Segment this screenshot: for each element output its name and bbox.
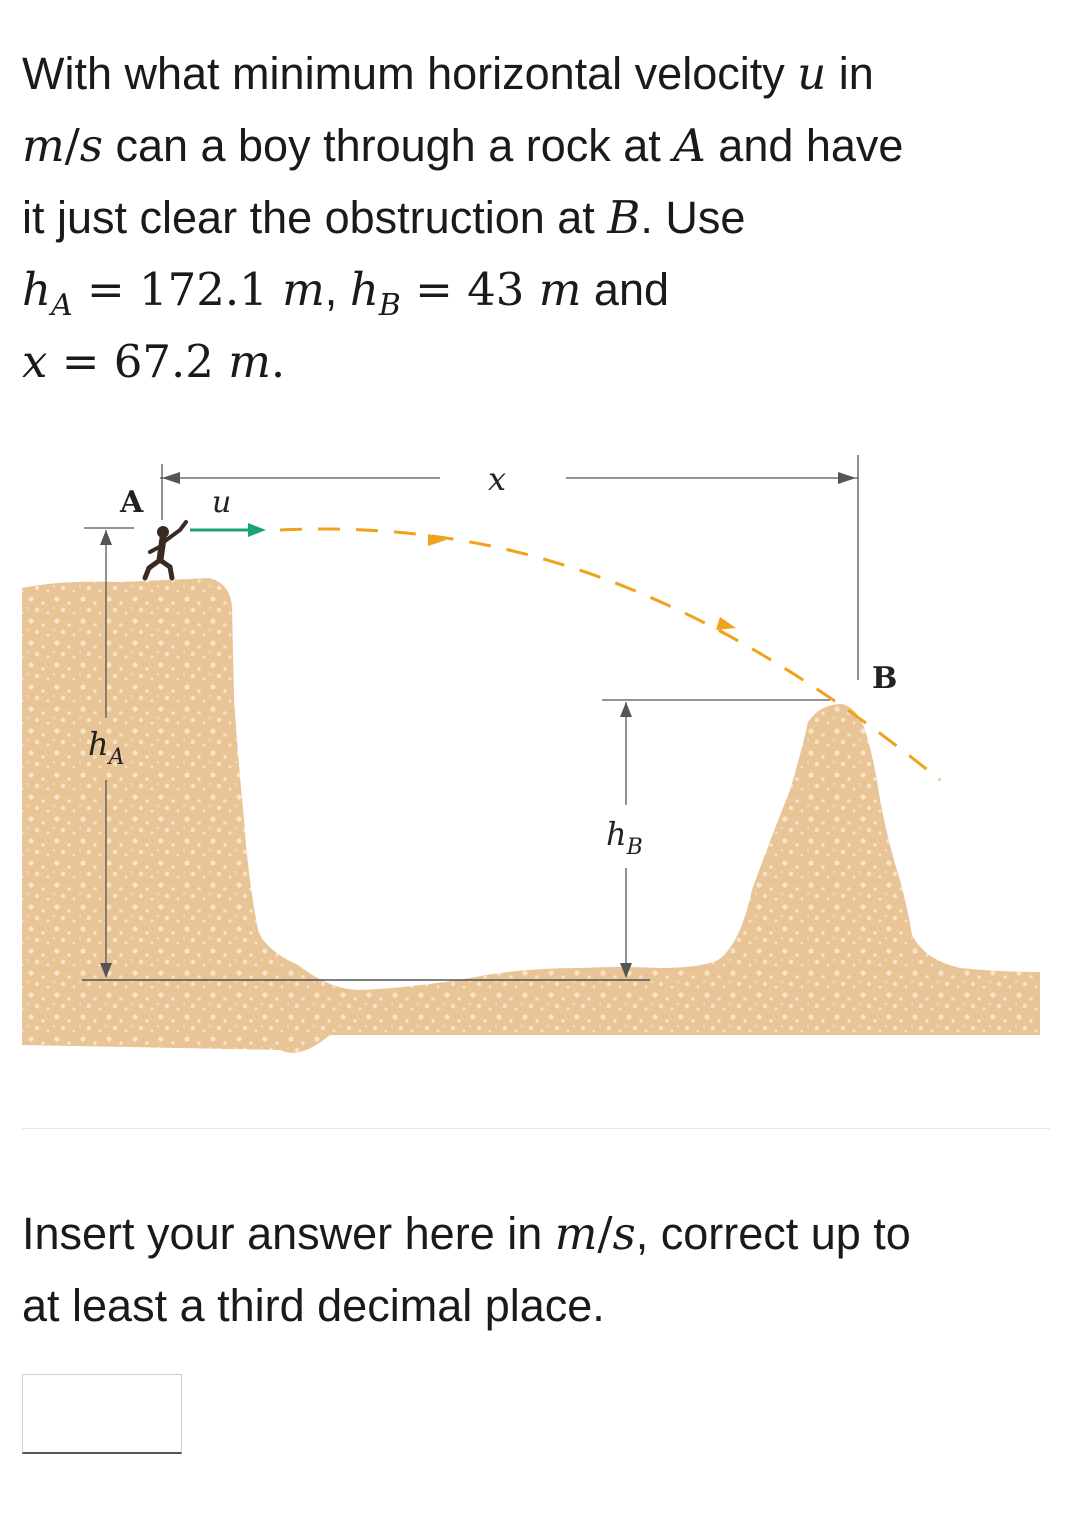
trajectory-arrow-2-icon bbox=[716, 617, 736, 630]
hb-arrowhead-top-icon bbox=[620, 702, 632, 717]
question-text-1: With what minimum horizontal velocity bbox=[22, 48, 798, 99]
comma: , bbox=[324, 264, 350, 315]
prompt-text-2: , correct up to bbox=[635, 1208, 911, 1259]
unit-slash: / bbox=[64, 119, 80, 172]
x-unit: m bbox=[228, 335, 271, 388]
question-line-2 bbox=[22, 110, 1052, 182]
unit-m: m bbox=[22, 119, 65, 172]
x-value: 67.2 bbox=[113, 335, 214, 388]
unit-s: s bbox=[79, 119, 103, 172]
prompt-text-1: Insert your answer here in bbox=[22, 1208, 555, 1259]
problem-figure bbox=[0, 440, 1080, 1080]
x-arrowhead-left-icon bbox=[162, 472, 180, 484]
and-word: and bbox=[581, 264, 670, 315]
question-line-1 bbox=[22, 38, 1052, 110]
boy-icon bbox=[145, 522, 186, 578]
label-hb: $h_B$ bbox=[606, 815, 643, 860]
x-arrowhead-right-icon bbox=[838, 472, 856, 484]
ha-unit: m bbox=[282, 263, 325, 316]
hb-symbol: h bbox=[349, 263, 379, 316]
prompt-unit-s: s bbox=[612, 1207, 636, 1260]
hb-value: 43 bbox=[467, 263, 525, 316]
equals-sign: = bbox=[400, 263, 468, 316]
prompt-line-2: at least a third decimal place. bbox=[22, 1280, 605, 1331]
question-text-3: can a boy through a rock at bbox=[102, 120, 674, 171]
label-ha: $h_A$ bbox=[88, 725, 125, 770]
label-x: x bbox=[488, 460, 507, 498]
answer-input[interactable] bbox=[23, 1375, 181, 1452]
velocity-arrowhead-icon bbox=[248, 523, 266, 537]
section-divider bbox=[22, 1128, 1050, 1129]
equals-sign: = bbox=[47, 335, 114, 388]
cliff-ground bbox=[22, 578, 1040, 1053]
question-text bbox=[22, 38, 1052, 398]
label-point-b: B bbox=[872, 661, 898, 696]
ha-value: 172.1 bbox=[138, 263, 268, 316]
ha-arrowhead-top-icon bbox=[100, 530, 112, 545]
question-text-6: . Use bbox=[640, 192, 746, 243]
ha-subscript: A bbox=[50, 288, 73, 323]
question-text-5: it just clear the obstruction at bbox=[22, 192, 608, 243]
x-symbol: x bbox=[22, 335, 48, 388]
question-line-4 bbox=[22, 254, 1052, 326]
period: . bbox=[270, 335, 286, 388]
ha-symbol: h bbox=[22, 263, 51, 316]
question-line-3 bbox=[22, 182, 1052, 254]
label-point-a: A bbox=[120, 485, 144, 520]
prompt-unit-slash: / bbox=[597, 1207, 613, 1260]
point-a-symbol: A bbox=[673, 119, 706, 172]
point-b-symbol: B bbox=[607, 191, 641, 244]
question-line-5 bbox=[22, 326, 1052, 398]
answer-field-container bbox=[22, 1374, 182, 1454]
prompt-line-1 bbox=[22, 1198, 1052, 1270]
figure-svg bbox=[0, 440, 1080, 1080]
velocity-symbol: u bbox=[797, 47, 827, 100]
hb-unit: m bbox=[538, 263, 582, 316]
question-text-4: and have bbox=[705, 120, 904, 171]
question-text-2: in bbox=[826, 48, 874, 99]
equals-sign: = bbox=[72, 263, 139, 316]
answer-prompt bbox=[22, 1198, 1052, 1342]
hb-subscript: B bbox=[378, 288, 401, 323]
prompt-unit-m: m bbox=[554, 1207, 598, 1260]
label-u: u bbox=[212, 485, 232, 520]
